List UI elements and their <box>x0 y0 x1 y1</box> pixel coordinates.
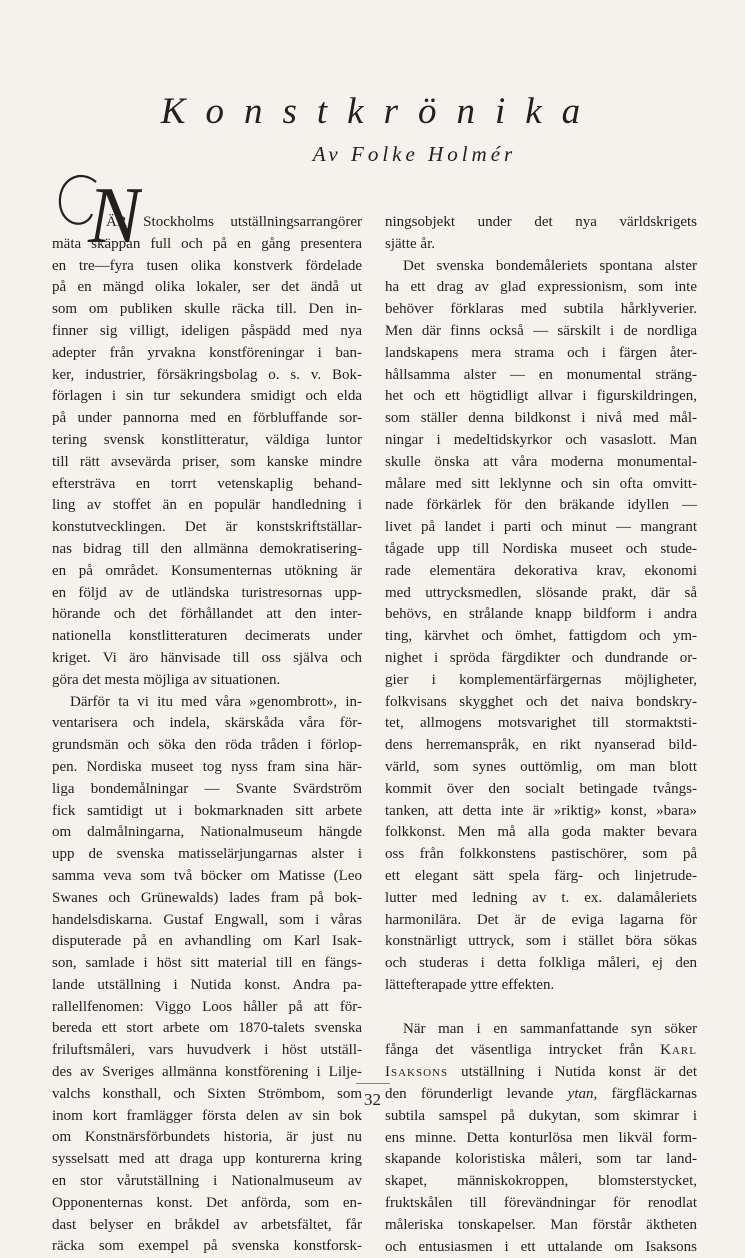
text-line: Men där finns också — särskilt i de nordliga <box>385 322 697 339</box>
text-line: behövs, en strålande knapp bildform i andra <box>385 606 697 623</box>
text-line: ting, kärvhet och ömhet, fattigdom och ym- <box>385 628 697 645</box>
text-line: ling av stoffet än en populär handledning i <box>52 497 362 514</box>
text-run: färgfläckarnas <box>611 1086 698 1103</box>
text-line: konstnärligt uttryck, som i stället böra sökas <box>385 933 697 950</box>
text-line: nighet i spröda färgdikter och dundrande or- <box>385 649 697 666</box>
text-line: tågade upp till Nordiska museet och stude- <box>385 540 697 557</box>
text-line: handelsdiskarna. Gustaf Engwall, som i våras <box>52 911 362 928</box>
text-line: oss från folkkonstens pastischörer, som på <box>385 846 697 863</box>
text-line: son, samlade i höst sitt material till en fängs- <box>52 955 362 972</box>
text-line: Därför ta vi itu med våra »genombrott», in- <box>70 693 362 710</box>
text-line: fruktskålen till förevändningar för renodlat <box>385 1195 697 1212</box>
text-line: samma veva som två böcker om Matisse (Leo <box>52 867 362 884</box>
dropcap-letter: N <box>88 172 142 253</box>
text-line: valchs konsthall, och Sixten Strömbom, som <box>52 1085 362 1102</box>
text-line: om Konstnärsförbundets historia, är just nu <box>52 1129 362 1146</box>
text-line: skapande koloristiska måleri, som tar land- <box>385 1151 697 1168</box>
article-title: Konstkrönika <box>160 91 601 132</box>
text-line: rade elementära dekorativa krav, ekonomi <box>385 562 697 579</box>
text-line: målare med sitt leklynne och sin ofta omvitt- <box>385 475 697 492</box>
text-line: en på området. Konsumenternas utökning är <box>52 562 362 579</box>
paragraph-4 <box>385 1019 697 1258</box>
artist-name: Isaksons <box>385 1064 449 1081</box>
text-line: göra det mesta möjliga av situationen. <box>52 671 281 688</box>
text-run: fånga det väsentliga intrycket från <box>385 1042 644 1059</box>
text-line: tanken, att detta inte är »riktig» konst, »bara» <box>385 802 697 819</box>
text-line: lättefterapade yttre effekten. <box>385 976 555 993</box>
text-line: kommit över den socialt betingade tvångs- <box>385 780 697 797</box>
paragraph-gap <box>385 997 697 1019</box>
emphasis-text: ytan, <box>567 1086 598 1103</box>
text-line: ker, industrier, försäkringsbolag o. s. v. Bok- <box>52 366 362 383</box>
text-line: Swanes och Grünewalds) lades fram på bok- <box>52 889 362 906</box>
text-line: lande utställning i Nutida konst. Andra pa- <box>52 976 362 993</box>
text-line: en tre—fyra tusen olika konstverk fördelade <box>52 257 362 274</box>
text-line: ens minne. Detta konturlösa men likväl form- <box>385 1129 697 1146</box>
text-line: som om publiken skulle räcka till. Den in- <box>52 301 362 318</box>
text-line: med uttrycksmedlen, slösande prakt, där så <box>385 584 697 601</box>
text-line: folkvisans skygghet och det naiva bondskry- <box>385 693 697 710</box>
page-number-rule <box>356 1083 390 1084</box>
text-line: disputerade på en avhandling om Karl Isak- <box>52 933 362 950</box>
text-line: liga bondemålningar — Svante Svärdström <box>52 780 362 797</box>
text-line: om dalmålningarna, Nationalmuseum hängde <box>52 824 362 841</box>
text-run: utställning i Nutida konst är det <box>461 1064 698 1081</box>
paragraph-continuation <box>385 212 697 256</box>
text-line: eftersträva en torrt vetenskaplig behand- <box>52 475 362 492</box>
text-line <box>385 1062 697 1084</box>
text-line: värld, som synes outtömlig, om man blott <box>385 758 697 775</box>
text-line: sysselsatt med att draga upp konturerna kring <box>52 1151 362 1168</box>
text-line: en stor vårutställning i Nationalmuseum av <box>52 1173 362 1190</box>
text-line: mäta skäppan full och på en gång presentera <box>52 235 362 252</box>
text-line: skulle önska att våra moderna monumental- <box>385 453 697 470</box>
text-line: tet, allmogens motsvarighet till stormaktsti- <box>385 715 697 732</box>
artist-name: Karl <box>660 1042 697 1059</box>
text-line: upp de svenska matisselärjungarnas alster i <box>52 846 362 863</box>
text-line: subtila samspel på dukytan, som skimrar i <box>385 1107 697 1124</box>
text-line: När man i en sammanfattande syn söker <box>403 1020 697 1037</box>
text-line: förlagen i sin tur sekundera smidigt och elda <box>52 388 362 405</box>
text-line: och studeras i detta folkliga måleri, ej den <box>385 955 697 972</box>
text-line: Opponenternas konst. Det anförda, som en- <box>52 1194 362 1211</box>
text-line: pen. Nordiska museet tog nyss fram sina här- <box>52 758 362 775</box>
text-line: folkkonst. Men må alla goda makter bevara <box>385 824 697 841</box>
text-line: behöver förklaras med subtila hårklyverier. <box>385 301 697 318</box>
text-line: adepter från yrvakna konstföreningar i ban- <box>52 344 362 361</box>
text-line: räcka som exempel på svenska konstforsk- <box>52 1238 362 1255</box>
text-line: måleriska tonskapelser. Man förstår äktheten <box>385 1216 697 1233</box>
text-line: nas bidrag till den allmänna demokratisering- <box>52 540 362 557</box>
paragraph-3 <box>385 256 697 997</box>
text-line: hörande och det förhållandet att den inter- <box>52 606 362 623</box>
text-line: dast belyser en bråkdel av arbetsfältet, får <box>52 1216 362 1233</box>
text-line: ha ett drag av glad expressionism, som inte <box>385 279 697 296</box>
text-line: sjätte år. <box>385 235 435 252</box>
text-line: friluftsmåleri, vars huvudverk i höst utställ- <box>52 1042 362 1059</box>
text-line: finner sig villigt, ideligen påspädd med nya <box>52 322 362 339</box>
text-line: livet på landet i parti och minut — mangrant <box>385 519 697 536</box>
text-line: en följd av de utländska turistresornas upp- <box>52 584 362 601</box>
text-line: ningsobjekt under det nya världskrigets <box>385 214 697 230</box>
text-line: som ställer denna bildkonst i nivå med mål- <box>385 410 697 427</box>
text-line: ett elegant sätt spela färg- och linjetrude- <box>385 867 697 884</box>
text-line: fick samtidigt ut i bokmarknaden sitt arbete <box>52 802 362 819</box>
text-line: ventarisera och indela, skärskåda våra för- <box>52 715 362 732</box>
text-line: ÄR Stockholms utställningsarrangörer <box>106 214 362 230</box>
text-line: gier i komplementärfärgernas möjligheter, <box>385 671 697 688</box>
page-number: 32 <box>364 1090 381 1109</box>
text-line: inom kort framlägger första delen av sin bok <box>52 1107 362 1124</box>
text-line: till rätt avsevärda priser, som kanske mindre <box>52 453 362 470</box>
text-line: kriget. Vi äro hänvisade till oss själva och <box>52 649 362 666</box>
text-line: des av Sveriges allmänna konstförening i Lilje- <box>52 1064 362 1081</box>
text-line: nationella konstlitteraturen decimerats under <box>52 628 362 645</box>
text-line: landskapens mera strama och i färgen åter- <box>385 344 697 361</box>
text-line: lutter med ledning av t. ex. dalamåleriets <box>385 889 697 906</box>
text-line: harmonilära. Det är de eviga lagarna för <box>385 911 697 928</box>
paragraph-2 <box>52 692 362 1258</box>
text-line: på under pannorna med en förbluffande sor- <box>52 410 362 427</box>
text-line <box>385 1040 697 1062</box>
text-line: på en mängd olika lokaler, ser det ändå ut <box>52 279 362 296</box>
text-line: hållsamma alster — en monumental sträng- <box>385 366 697 383</box>
text-line: Det svenska bondemåleriets spontana alster <box>403 257 697 274</box>
text-line: nade förkärlek för den bräkande idyllen — <box>385 497 697 514</box>
article-byline: Av Folke Holmér <box>312 142 517 166</box>
text-line: och entusiasmen i ett uttalande om Isaksons <box>385 1238 697 1255</box>
text-line: rallellfenomen: Viggo Loos håller på att för- <box>52 998 362 1015</box>
text-line: konstutvecklingen. Det är konstskriftställar- <box>52 519 362 536</box>
text-run: den förunderligt levande <box>385 1086 554 1103</box>
text-line: bereda ett stort arbete om 1870-talets svenska <box>52 1020 362 1037</box>
text-line: ningar i medeltidskyrkor och vasaslott. Man <box>385 431 697 448</box>
text-line: skapet, människokroppen, blomsterstycket, <box>385 1173 697 1190</box>
text-line: tering svensk konstlitteratur, väldiga luntor <box>52 431 362 448</box>
text-line: grundsmän och söka den röda tråden i förlop- <box>52 737 362 754</box>
text-line: het och ett högtidligt allvar i figurskildringen, <box>385 388 697 405</box>
text-line: dens herremanspråk, en rikt nyanserad bild- <box>385 737 697 754</box>
paragraph-1 <box>52 212 362 692</box>
